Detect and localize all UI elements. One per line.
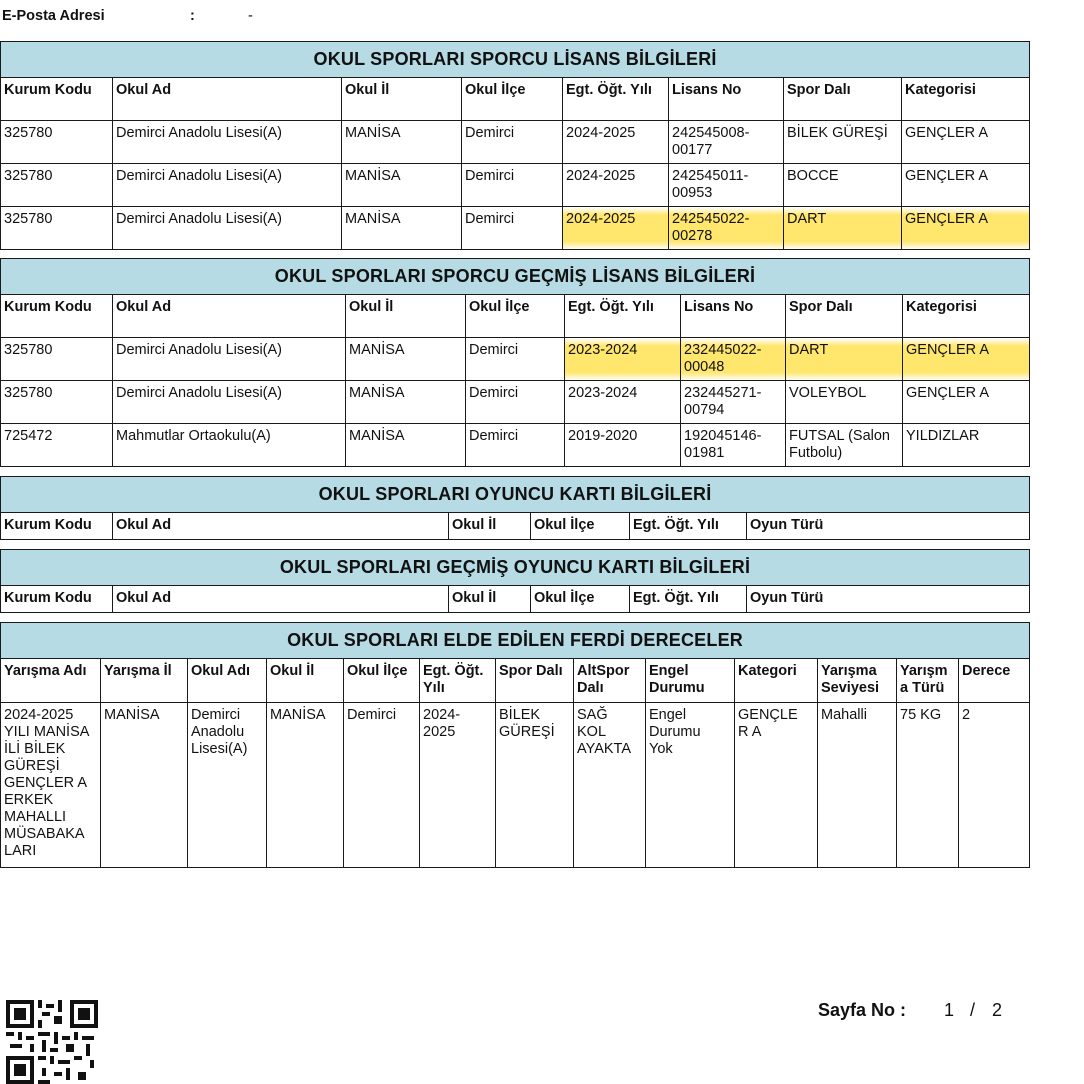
table-cell: BİLEK GÜREŞİ — [784, 121, 902, 164]
table-cell: VOLEYBOL — [786, 381, 903, 424]
column-header: Okul İl — [267, 659, 344, 703]
table-cell: 2024- 2025 — [420, 703, 496, 868]
table-cell-highlighted: DART — [784, 207, 902, 250]
page-current: 1 — [944, 1000, 955, 1020]
page-separator: / — [970, 1000, 976, 1020]
table-cell: Demirci Anadolu Lisesi(A) — [113, 164, 342, 207]
page-label: Sayfa No : — [818, 1000, 907, 1020]
lisans-table — [0, 41, 1030, 250]
eposta-value: - — [248, 8, 253, 24]
table-row — [1, 338, 1030, 381]
table-cell: 325780 — [1, 121, 113, 164]
column-header: Kurum Kodu — [1, 586, 113, 613]
column-header: Kategori — [735, 659, 818, 703]
table-row — [1, 207, 1030, 250]
table-cell-highlighted: 2023-2024 — [565, 338, 681, 381]
table-cell: MANİSA — [346, 424, 466, 467]
table-cell-highlighted: DART — [786, 338, 903, 381]
column-header: Okul İlçe — [531, 586, 630, 613]
table-cell: Demirci — [462, 121, 563, 164]
table-cell-highlighted: GENÇLER A — [902, 207, 1030, 250]
lisans-title: OKUL SPORLARI SPORCU LİSANS BİLGİLERİ — [1, 42, 1030, 78]
table-row — [1, 121, 1030, 164]
table-cell: 2024-2025 — [563, 164, 669, 207]
column-header: Okul İl — [346, 295, 466, 338]
column-header: Egt. Öğt. Yılı — [563, 78, 669, 121]
table-cell: MANİSA — [342, 121, 462, 164]
table-cell: YILDIZLAR — [903, 424, 1030, 467]
gecmis-oyuncu-karti-title: OKUL SPORLARI GEÇMİŞ OYUNCU KARTI BİLGİLERİ — [1, 550, 1030, 586]
column-header: Oyun Türü — [747, 513, 1030, 540]
table-cell: 242545011- 00953 — [669, 164, 784, 207]
gecmis-lisans-table — [0, 258, 1030, 467]
table-cell: 725472 — [1, 424, 113, 467]
column-header: AltSpor Dalı — [574, 659, 646, 703]
column-header: Okul Ad — [113, 513, 449, 540]
table-cell: Demirci — [462, 164, 563, 207]
table-cell: 2 — [959, 703, 1030, 868]
column-header: Okul İlçe — [466, 295, 565, 338]
table-cell: GENÇLER A — [902, 164, 1030, 207]
eposta-colon: : — [190, 8, 195, 24]
column-header: Egt. Öğt. Yılı — [630, 586, 747, 613]
table-cell: 325780 — [1, 338, 113, 381]
page-total: 2 — [992, 1000, 1003, 1020]
table-row — [1, 164, 1030, 207]
table-cell: BOCCE — [784, 164, 902, 207]
column-header: Engel Durumu — [646, 659, 735, 703]
table-cell: MANİSA — [346, 338, 466, 381]
table-cell: GENÇLER A — [902, 121, 1030, 164]
table-cell: GENÇLER A — [903, 381, 1030, 424]
table-cell: SAĞ KOL AYAKTA — [574, 703, 646, 868]
column-header: Yarışma Adı — [1, 659, 101, 703]
dereceler-table — [0, 622, 1030, 868]
table-cell: 232445271- 00794 — [681, 381, 786, 424]
column-header: Kategorisi — [902, 78, 1030, 121]
table-cell: FUTSAL (Salon Futbolu) — [786, 424, 903, 467]
column-header: Kurum Kodu — [1, 513, 113, 540]
column-header: Okul Ad — [113, 586, 449, 613]
column-header: Kurum Kodu — [1, 295, 113, 338]
table-cell: 325780 — [1, 164, 113, 207]
eposta-label: E-Posta Adresi — [2, 8, 105, 24]
table-cell: MANİSA — [342, 207, 462, 250]
table-cell-highlighted: GENÇLER A — [903, 338, 1030, 381]
table-cell: 75 KG — [897, 703, 959, 868]
table-cell: GENÇLE R A — [735, 703, 818, 868]
column-header: Oyun Türü — [747, 586, 1030, 613]
table-cell: 192045146- 01981 — [681, 424, 786, 467]
table-cell: Engel Durumu Yok — [646, 703, 735, 868]
table-cell: MANİSA — [267, 703, 344, 868]
table-cell: Demirci — [466, 381, 565, 424]
column-header: Yarışma İl — [101, 659, 188, 703]
table-row — [1, 703, 1030, 868]
table-cell: Demirci — [462, 207, 563, 250]
table-cell: 2024-2025 — [563, 121, 669, 164]
column-header: Okul İl — [449, 586, 531, 613]
table-cell-highlighted: 242545022- 00278 — [669, 207, 784, 250]
table-cell: Demirci Anadolu Lisesi(A) — [188, 703, 267, 868]
oyuncu-karti-title: OKUL SPORLARI OYUNCU KARTI BİLGİLERİ — [1, 477, 1030, 513]
column-header: Okul Ad — [113, 78, 342, 121]
table-row — [1, 381, 1030, 424]
table-cell: MANİSA — [101, 703, 188, 868]
table-cell: MANİSA — [342, 164, 462, 207]
column-header: Okul İlçe — [462, 78, 563, 121]
table-cell: 2023-2024 — [565, 381, 681, 424]
page-number — [818, 1000, 1003, 1021]
column-header: Okul İlçe — [531, 513, 630, 540]
column-header: Yarışm a Türü — [897, 659, 959, 703]
oyuncu-karti-table — [0, 476, 1030, 540]
column-header: Lisans No — [669, 78, 784, 121]
table-cell: 325780 — [1, 207, 113, 250]
column-header: Lisans No — [681, 295, 786, 338]
qr-code-icon — [6, 1000, 98, 1084]
table-cell: 242545008- 00177 — [669, 121, 784, 164]
table-cell: BİLEK GÜREŞİ — [496, 703, 574, 868]
column-header: Egt. Öğt. Yılı — [565, 295, 681, 338]
column-header: Egt. Öğt. Yılı — [420, 659, 496, 703]
column-header: Okul Ad — [113, 295, 346, 338]
column-header: Kategorisi — [903, 295, 1030, 338]
table-cell-highlighted: 232445022- 00048 — [681, 338, 786, 381]
table-cell: Mahmutlar Ortaokulu(A) — [113, 424, 346, 467]
column-header: Derece — [959, 659, 1030, 703]
dereceler-title: OKUL SPORLARI ELDE EDİLEN FERDİ DERECELER — [1, 623, 1030, 659]
table-cell: MANİSA — [346, 381, 466, 424]
gecmis-lisans-title: OKUL SPORLARI SPORCU GEÇMİŞ LİSANS BİLGİLERİ — [1, 259, 1030, 295]
table-cell: 2024-2025 YILI MANİSA İLİ BİLEK GÜREŞİ GENÇLER A ERKEK MAHALLI MÜSABAKA LARI — [1, 703, 101, 868]
table-cell: Demirci Anadolu Lisesi(A) — [113, 121, 342, 164]
table-cell: Demirci Anadolu Lisesi(A) — [113, 381, 346, 424]
column-header: Spor Dalı — [786, 295, 903, 338]
table-cell: Demirci — [344, 703, 420, 868]
table-cell-highlighted: 2024-2025 — [563, 207, 669, 250]
column-header: Egt. Öğt. Yılı — [630, 513, 747, 540]
column-header: Kurum Kodu — [1, 78, 113, 121]
column-header: Okul İl — [342, 78, 462, 121]
column-header: Okul Adı — [188, 659, 267, 703]
column-header: Spor Dalı — [784, 78, 902, 121]
table-cell: Mahalli — [818, 703, 897, 868]
column-header: Yarışma Seviyesi — [818, 659, 897, 703]
column-header: Okul İl — [449, 513, 531, 540]
gecmis-oyuncu-karti-table — [0, 549, 1030, 613]
table-cell: Demirci — [466, 338, 565, 381]
table-cell: Demirci Anadolu Lisesi(A) — [113, 207, 342, 250]
column-header: Spor Dalı — [496, 659, 574, 703]
table-cell: 325780 — [1, 381, 113, 424]
column-header: Okul İlçe — [344, 659, 420, 703]
table-row — [1, 424, 1030, 467]
table-cell: Demirci — [466, 424, 565, 467]
table-cell: 2019-2020 — [565, 424, 681, 467]
table-cell: Demirci Anadolu Lisesi(A) — [113, 338, 346, 381]
